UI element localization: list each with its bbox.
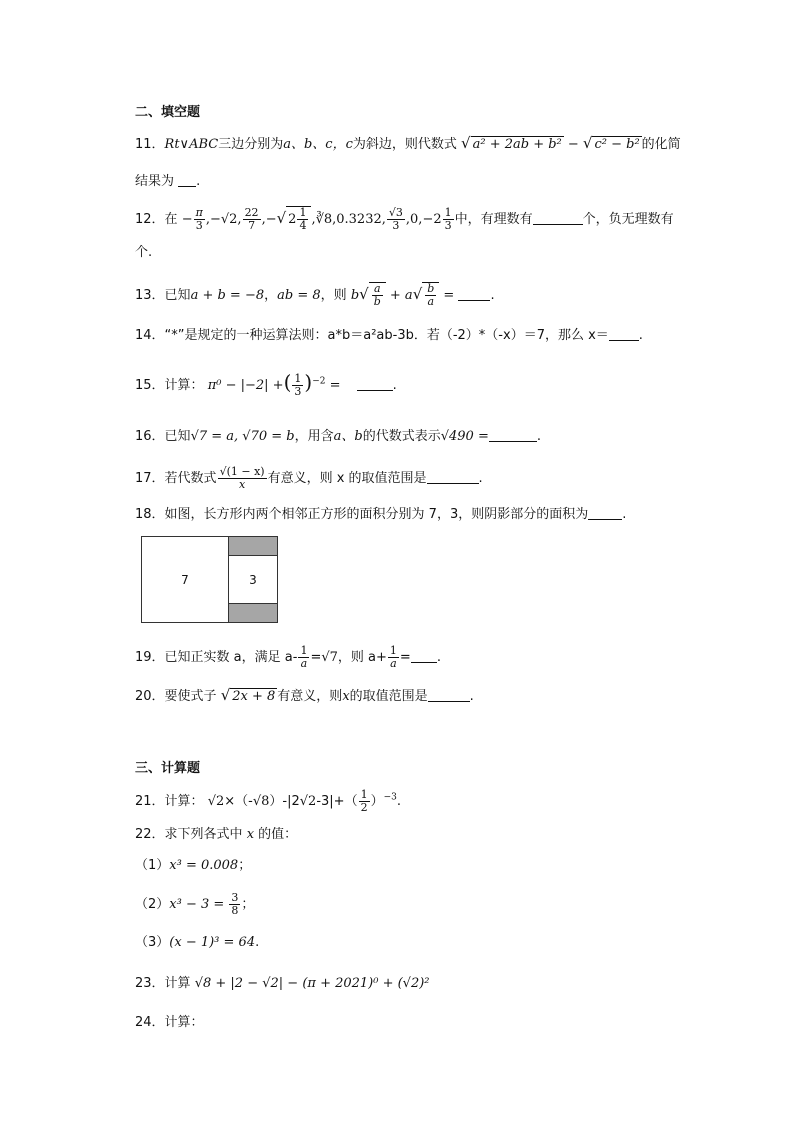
question-23 xyxy=(135,975,430,993)
q18-number: 18． xyxy=(135,507,165,522)
q21-period: . xyxy=(396,794,402,809)
q21-part-3: -3|+（ xyxy=(316,794,358,809)
q11-radicand-1: a² + 2ab + b² xyxy=(472,137,562,152)
q13-period: . xyxy=(490,288,495,303)
q19-equals-2: = xyxy=(399,650,411,665)
q17-number: 17． xyxy=(135,471,165,486)
q19-number: 19． xyxy=(135,650,165,665)
q19-text2: ，则 a+ xyxy=(337,650,387,665)
q22-p2-end: ； xyxy=(241,897,255,912)
q17-denominator: x xyxy=(238,478,246,491)
question-19: 19．已知正实数 a，满足 a- $\frac{1}{a}$ =√7，则 a+ $\frac{1}{a}$ = . xyxy=(135,644,441,670)
q11-result-label: 结果为 xyxy=(135,174,175,189)
q13-number: 13． xyxy=(135,288,165,303)
question-22: 22．求下列各式中 x 的值： xyxy=(135,827,298,842)
q20-text2: 有意义，则 xyxy=(277,689,343,704)
q11-text3: 的化简 xyxy=(641,137,681,152)
q21-part-2: ）-|2 xyxy=(269,794,300,809)
q15-answer-blank[interactable] xyxy=(357,376,393,391)
q12-item-22-over-7: $\frac{22}{7}$ xyxy=(244,206,259,232)
q22-p2-expr: x³ − 3 = xyxy=(169,897,225,912)
question-18 xyxy=(135,505,626,524)
q22-p3-label: （3） xyxy=(135,935,170,950)
question-17 xyxy=(135,466,483,491)
q18-shaded-top xyxy=(229,537,277,555)
q22-text2: 的值： xyxy=(258,827,298,842)
q20-radicand: 2x + 8 xyxy=(232,689,276,704)
question-14 xyxy=(135,326,643,345)
q18-period: . xyxy=(622,507,627,522)
q11-answer-blank[interactable] xyxy=(178,172,196,187)
q15-number: 15． xyxy=(135,378,165,393)
question-12-cont xyxy=(135,244,152,262)
question-12: 12．在 − $\frac{\pi}{3}$ ,−√2, $\frac{22}{7}$ ,−√ 2 $\frac{1}{4}$ ,∛8,0.3232, $\frac{√3}{3}$ ,0,−2 $\frac{1}{3}$ 中，有理数有 个，负无理数有 xyxy=(135,206,674,232)
question-11: 11．Rt∨ABC三边分别为a、b、c，c为斜边，则代数式 √ a² + 2ab + b² − √ c² − b² 的化简 xyxy=(135,134,681,152)
q12-text2: 中，有理数有 xyxy=(454,212,533,227)
q13-sep: ， xyxy=(264,288,278,303)
question-11-cont xyxy=(135,172,200,191)
q24-text: 计算： xyxy=(164,1015,204,1030)
q14-answer-blank[interactable] xyxy=(609,326,639,341)
question-13: 13．已知a + b = −8，ab = 8，则 b√ $\frac{a}{b}$ + a√ $\frac{b}{a}$ = . xyxy=(135,282,495,308)
q21-number: 21． xyxy=(135,794,165,809)
q13-answer-blank[interactable] xyxy=(458,286,490,301)
q20-number: 20． xyxy=(135,689,165,704)
q16-answer-blank[interactable] xyxy=(489,427,537,442)
q20-text3: 的取值范围是 xyxy=(349,689,428,704)
q22-p1-end: ； xyxy=(238,858,252,873)
q18-figure xyxy=(141,536,278,623)
q15-expr: π⁰ − |−2| + xyxy=(207,378,284,393)
q23-text: 计算 xyxy=(164,976,191,991)
q11-number: 11． xyxy=(135,137,165,152)
q13-expr-1: a + b = −8 xyxy=(190,288,265,303)
q16-period: . xyxy=(536,429,541,444)
q18-answer-blank[interactable] xyxy=(588,505,622,520)
section-title-fill: 二、填空题 xyxy=(135,105,201,120)
q16-text2: ，用含 xyxy=(294,429,334,444)
q16-expr-2: √490 = xyxy=(440,429,489,444)
q11-text2: 为斜边，则代数式 xyxy=(352,137,457,152)
q18-square-7: 7 xyxy=(142,537,229,622)
q17-answer-blank[interactable] xyxy=(427,469,479,484)
q18-text: 如图，长方形内两个相邻正方形的面积分别为 7，3，则阴影部分的面积为 xyxy=(164,507,589,522)
question-22-part-3 xyxy=(135,934,259,952)
question-20: 20．要使式子 √ 2x + 8 有意义，则x的取值范围是 . xyxy=(135,686,474,704)
q19-period: . xyxy=(436,650,441,665)
q22-p3-expr: (x − 1)³ = 64 xyxy=(169,935,256,950)
q14-number: 14． xyxy=(135,328,165,343)
q13-text2: ，则 xyxy=(320,288,347,303)
question-22-part-2: （2）x³ − 3 = $\frac{3}{8}$ ； xyxy=(135,891,255,917)
q15-period: . xyxy=(392,378,397,393)
q16-expr-1: √7 = a, √70 = b xyxy=(190,429,295,444)
q17-text2: 有意义，则 x 的取值范围是 xyxy=(267,471,427,486)
question-24 xyxy=(135,1014,204,1032)
question-16 xyxy=(135,427,541,446)
q22-number: 22． xyxy=(135,827,165,842)
q12-item-mixed-neg: $\frac{1}{3}$ xyxy=(444,206,452,232)
q14-period: . xyxy=(638,328,643,343)
q13-text: 已知 xyxy=(164,288,191,303)
q22-p3-end: . xyxy=(255,935,260,950)
q22-text: 求下列各式中 xyxy=(164,827,243,842)
q11-triangle: Rt∨ABC xyxy=(164,137,219,152)
q14-text: “*”是规定的一种运算法则：a*b＝a²ab-3b．若（-2）*（-x）＝7，那么 x＝ xyxy=(164,328,609,343)
q17-numerator: √(1 − x) xyxy=(219,465,265,478)
q22-p1-label: （1） xyxy=(135,858,170,873)
q12-item-sqrt-mixed: 2 $\frac{1}{4}$ xyxy=(286,206,311,232)
q16-text3: 的代数式表示 xyxy=(362,429,441,444)
q17-text: 若代数式 xyxy=(164,471,217,486)
q11-period: . xyxy=(196,174,201,189)
q22-p1-expr: x³ = 0.008 xyxy=(169,858,239,873)
q24-number: 24． xyxy=(135,1015,165,1030)
q15-text: 计算： xyxy=(164,378,204,393)
q20-answer-blank[interactable] xyxy=(428,687,470,702)
q21-text: 计算： xyxy=(164,794,204,809)
q11-radicand-2: c² − b² xyxy=(594,137,640,152)
q18-square-3: 3 xyxy=(229,555,277,604)
question-22-part-1 xyxy=(135,857,251,875)
question-21: 21．计算： √2×（-√8）-|2√2-3|+（ $\frac{1}{2}$ ）$^{-3}$. xyxy=(135,788,402,814)
q16-vars: a、b xyxy=(333,429,363,444)
q20-period: . xyxy=(469,689,474,704)
q19-equals: = xyxy=(310,650,322,665)
q22-p2-label: （2） xyxy=(135,897,170,912)
question-15: 15．计算： π⁰ − |−2| +( $\frac{1}{3}$ )$^{-2}$ = . xyxy=(135,370,397,398)
q12-text: 在 xyxy=(164,212,178,227)
q12-answer-blank-1[interactable] xyxy=(533,210,583,225)
q12-number: 12． xyxy=(135,212,165,227)
q16-number: 16． xyxy=(135,429,165,444)
q18-shaded-bottom xyxy=(229,604,277,622)
q17-fraction xyxy=(218,466,267,491)
q17-period: . xyxy=(478,471,483,486)
section-title-calc: 三、计算题 xyxy=(135,761,201,776)
q12-text4: 个. xyxy=(135,245,153,260)
q13-expr-2: ab = 8 xyxy=(277,288,321,303)
q19-answer-blank[interactable] xyxy=(411,648,437,663)
q12-text3: 个，负无理数有 xyxy=(582,212,674,227)
q12-item-sqrt3-over-3: $\frac{√3}{3}$ xyxy=(388,206,403,232)
q16-text: 已知 xyxy=(164,429,191,444)
q11-text: 三边分别为 xyxy=(218,137,284,152)
q23-number: 23． xyxy=(135,976,165,991)
q23-expr: √8 + |2 − √2| − (π + 2021)⁰ + (√2)² xyxy=(194,976,430,991)
q11-sides: a、b、c，c xyxy=(283,137,353,152)
q21-part-4: ） xyxy=(370,794,384,809)
q20-text: 要使式子 xyxy=(164,689,217,704)
q21-part-1: ×（- xyxy=(224,794,253,809)
q12-item-neg-pi-over-3: $\frac{\pi}{3}$ xyxy=(195,206,203,232)
q19-text: 已知正实数 a，满足 a- xyxy=(164,650,298,665)
